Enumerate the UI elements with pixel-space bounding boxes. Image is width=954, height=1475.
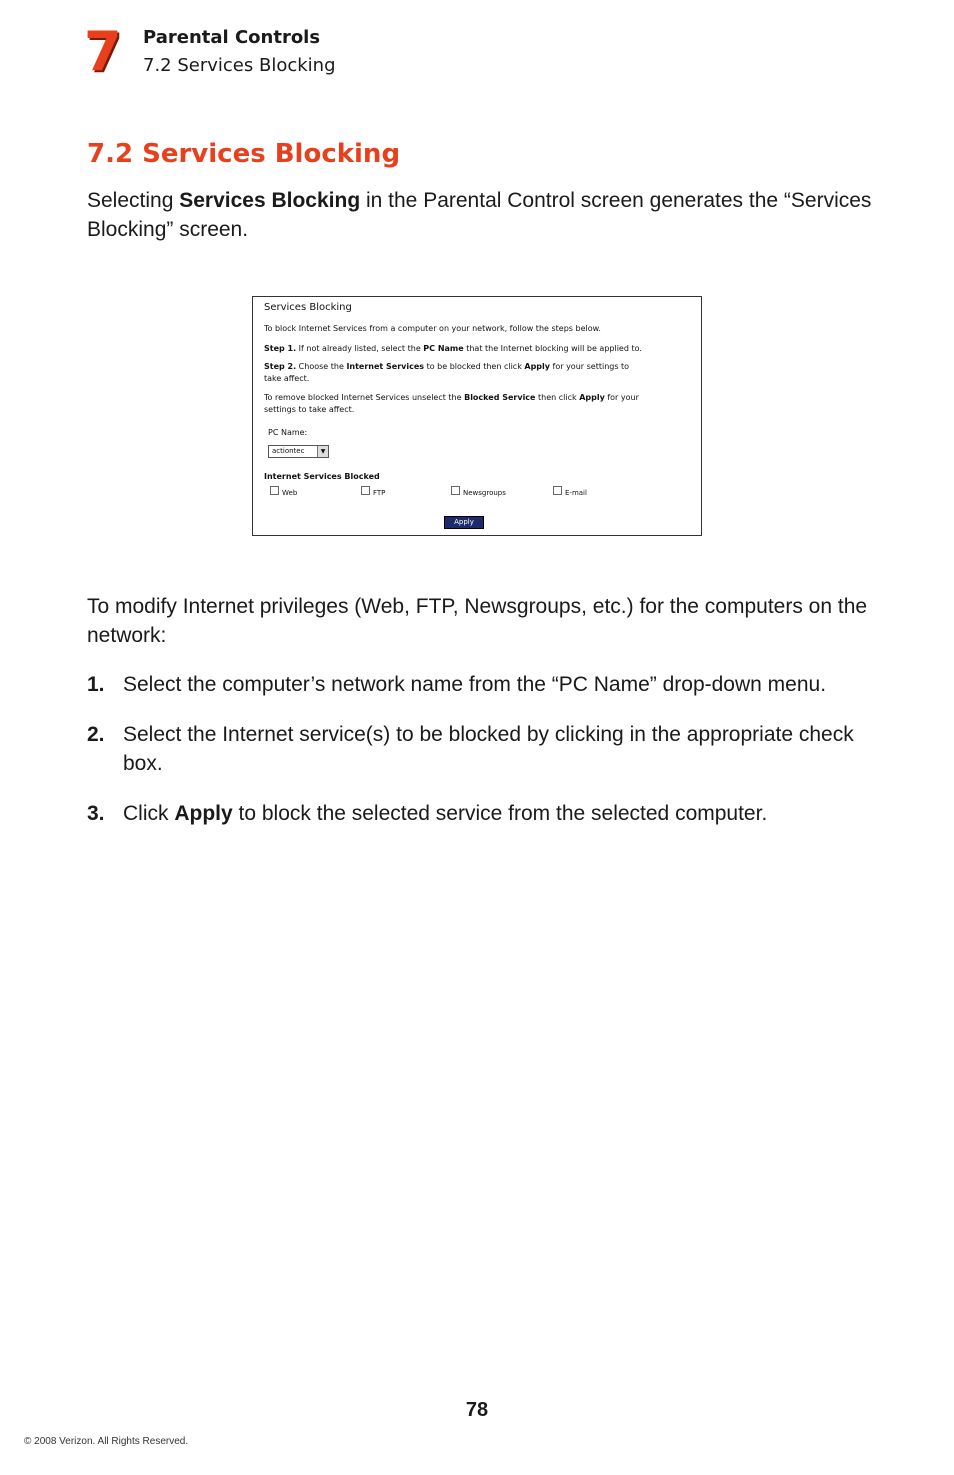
step-bold: Apply: [174, 802, 233, 825]
services-blocking-screenshot: [252, 296, 702, 536]
list-item: [87, 670, 887, 699]
web-label: Web: [282, 489, 298, 497]
steps-list: [87, 670, 887, 828]
list-item: [87, 720, 887, 778]
step1-label: Step 1.: [264, 344, 297, 353]
pc-name-label: PC Name:: [268, 428, 308, 437]
checkbox-icon[interactable]: [553, 486, 562, 495]
chapter-title: Parental Controls: [143, 27, 321, 48]
copyright: © 2008 Verizon. All Rights Reserved.: [24, 1436, 189, 1447]
screenshot-step2-cont: take affect.: [264, 374, 310, 383]
step1-text-a: If not already listed, select the: [296, 344, 424, 353]
remove-bold-b: Apply: [579, 393, 605, 402]
checkbox-icon[interactable]: [361, 486, 370, 495]
step2-bold-b: Apply: [524, 362, 550, 371]
step1-bold: PC Name: [423, 344, 464, 353]
screenshot-title: Services Blocking: [264, 302, 352, 313]
step-prefix: Click: [123, 802, 175, 825]
step1-text-b: that the Internet blocking will be applied to.: [463, 344, 642, 353]
intro-prefix: Selecting: [87, 189, 180, 212]
section-title: 7.2 Services Blocking: [87, 139, 401, 169]
ftp-checkbox[interactable]: [361, 488, 385, 498]
step-text: Select the Internet service(s) to be blocked by clicking in the appropriate check box.: [123, 723, 854, 775]
screenshot-step1: [264, 343, 642, 354]
page-number: 78: [465, 1399, 489, 1421]
ftp-label: FTP: [373, 489, 386, 497]
newsgroups-label: Newsgroups: [463, 489, 506, 497]
apply-button[interactable]: Apply: [444, 516, 484, 529]
modify-paragraph: To modify Internet privileges (Web, FTP, Newsgroups, etc.) for the computers on the network:: [87, 595, 868, 647]
pc-name-select[interactable]: [268, 445, 329, 458]
chapter-number: 7: [84, 20, 122, 83]
chevron-down-icon[interactable]: ▼: [317, 446, 328, 457]
web-checkbox[interactable]: [270, 488, 297, 498]
remove-text-a: To remove blocked Internet Services unselect the: [264, 393, 465, 402]
email-checkbox[interactable]: [553, 488, 587, 498]
step-number: 1.: [87, 673, 105, 696]
intro-suffix: in the Parental Control screen generates the “Services Blocking” screen.: [87, 189, 872, 241]
remove-text-c: for your: [604, 393, 639, 402]
list-item: [87, 799, 887, 828]
screenshot-intro: To block Internet Services from a computer on your network, follow the steps below.: [264, 324, 601, 333]
step2-label: Step 2.: [264, 362, 297, 371]
checkbox-icon[interactable]: [270, 486, 279, 495]
step2-bold-a: Internet Services: [346, 362, 425, 371]
pc-name-value: actiontec: [272, 447, 305, 455]
step-number: 3.: [87, 802, 105, 825]
step2-text-c: for your settings to: [549, 362, 630, 371]
section-reference: 7.2 Services Blocking: [143, 55, 336, 76]
step-suffix: to block the selected service from the selected computer.: [232, 802, 768, 825]
services-header: Internet Services Blocked: [264, 472, 380, 481]
email-label: E-mail: [565, 489, 587, 497]
step2-text-a: Choose the: [296, 362, 347, 371]
remove-bold-a: Blocked Service: [464, 393, 536, 402]
remove-text-b: then click: [535, 393, 580, 402]
newsgroups-checkbox[interactable]: [451, 488, 506, 498]
screenshot-step2: [264, 361, 629, 372]
checkbox-icon[interactable]: [451, 486, 460, 495]
intro-bold: Services Blocking: [179, 189, 361, 212]
screenshot-remove: [264, 392, 639, 403]
intro-paragraph: [87, 186, 877, 244]
step-text: Select the computer’s network name from the “PC Name” drop-down menu.: [123, 673, 827, 696]
step2-text-b: to be blocked then click: [424, 362, 525, 371]
step-number: 2.: [87, 723, 105, 746]
screenshot-remove-cont: settings to take affect.: [264, 405, 355, 414]
